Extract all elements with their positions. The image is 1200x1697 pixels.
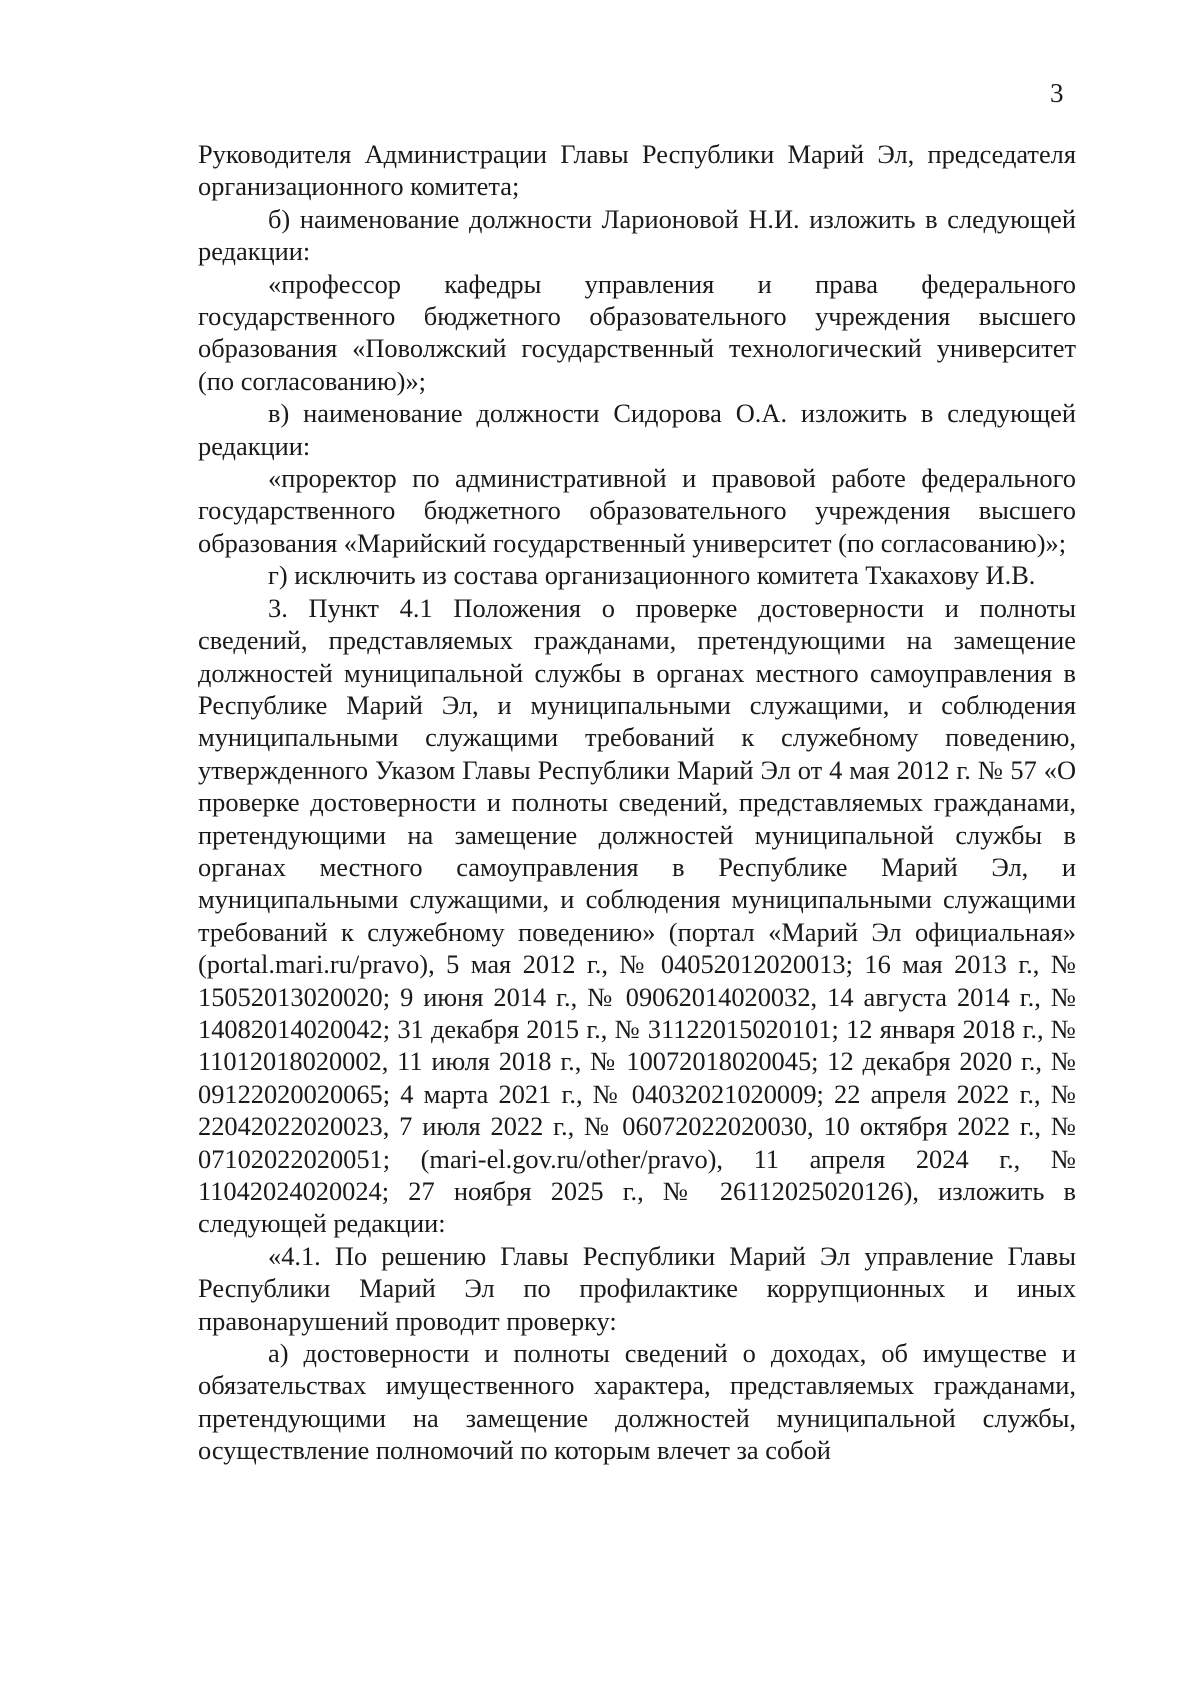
paragraph: а) достоверности и полноты сведений о доходах, об имуществе и обязательствах имущественного характера, представляемых гражданами, претендующими на замещение должностей муниципальной службы, осуществление полномочий по которым влечет за собой <box>198 1338 1076 1466</box>
paragraph: г) исключить из состава организационного комитета Тхакахову И.В. <box>268 560 1036 591</box>
document-body <box>198 138 1076 1467</box>
paragraph: «проректор по административной и правовой работе федерального государственного бюджетного образовательного учреждения высшего образования «Марийский государственный университет (по согласованию)»; <box>198 463 1076 558</box>
paragraph: 3. Пункт 4.1 Положения о проверке достоверности и полноты сведений, представляемых гражданами, претендующими на замещение должностей муниципальной службы в органах местного самоуправления в Республике Марий Эл, и муниципальными служащими, и соблюдения муниципальными служащими требований к служебному поведению, утвержденного Указом Главы Республики Марий Эл от 4 мая 2012 г. № 57 «О проверке достоверности и полноты сведений, представляемых гражданами, претендующими на замещение должностей муниципальной службы в органах местного самоуправления в Республике Марий Эл, и муниципальными служащими, и соблюдения муниципальными служащими требований к служебному поведению» (портал «Марий Эл официальная» (portal.mari.ru/pravo), 5 мая 2012 г., № 04052012020013; 16 мая 2013 г., № 15052013020020; 9 июня 2014 г., № 09062014020032, 14 августа 2014 г., № 14082014020042; 31 декабря 2015 г., № 31122015020101; 12 января 2018 г., № 11012018020002, 11 июля 2018 г., № 10072018020045; 12 декабря 2020 г., № 09122020020065; 4 марта 2021 г., № 04032021020009; 22 апреля 2022 г., № 22042022020023, 7 июля 2022 г., № 06072022020030, 10 октября 2022 г., № 07102022020051; (mari-el.gov.ru/other/pravo), 11 апреля 2024 г., № 11042024020024; 27 ноября 2025 г., № 26112025020126), изложить в следующей редакции: <box>198 592 1076 1239</box>
paragraph: Руководителя Администрации Главы Республики Марий Эл, председателя организационного комитета; <box>198 139 1076 202</box>
page-number: 3 <box>1050 78 1064 108</box>
paragraph: в) наименование должности Сидорова О.А. изложить в следующей редакции: <box>198 398 1076 461</box>
paragraph: б) наименование должности Ларионовой Н.И. изложить в следующей редакции: <box>198 203 1076 267</box>
paragraph: «4.1. По решению Главы Республики Марий Эл управление Главы Республики Марий Эл по профилактике коррупционных и иных правонарушений проводит проверку: <box>198 1240 1076 1336</box>
paragraph: «профессор кафедры управления и права федерального государственного бюджетного образовательного учреждения высшего образования «Поволжский государственный технологический университет (по согласованию)»; <box>198 268 1076 396</box>
